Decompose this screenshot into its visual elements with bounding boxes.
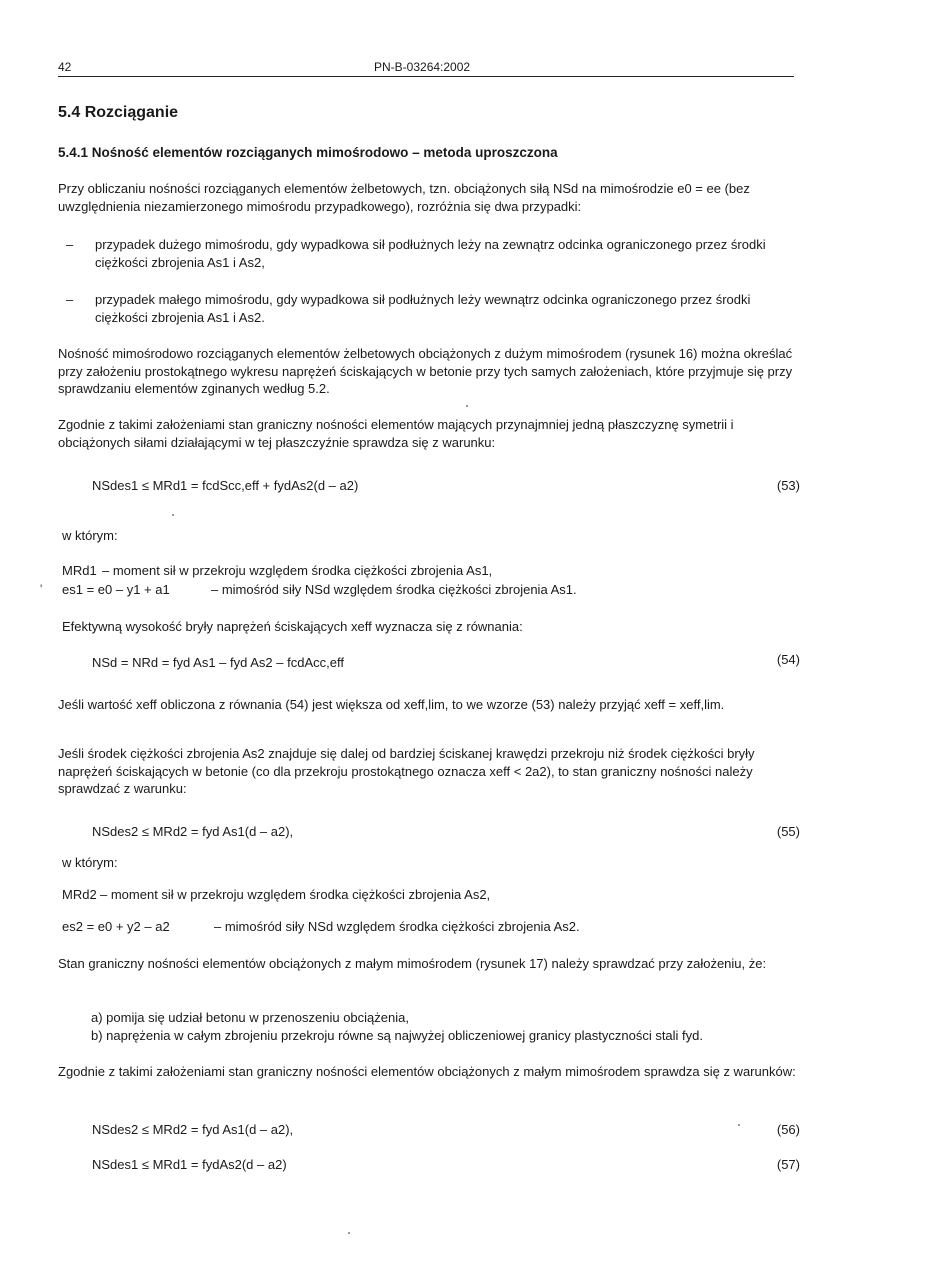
subsection-title: 5.4.1 Nośność elementów rozciąganych mimośrodowo – metoda uproszczona: [58, 145, 558, 160]
section-title: 5.4 Rozciąganie: [58, 104, 179, 121]
list-item: b) naprężenia w całym zbrojeniu przekroju równe są najwyżej obliczeniowej granicy plastyczności stali fyd.: [91, 1028, 703, 1043]
bullet-dash: –: [66, 292, 74, 307]
list-item: a) pomija się udział betonu w przenoszeniu obciążenia,: [91, 1010, 409, 1025]
margin-mark: ': [40, 582, 43, 596]
equation-number-55: (55): [776, 824, 800, 839]
scan-speck: [466, 405, 468, 407]
definition-desc-es1: – mimośród siły NSd względem środka ciężkości zbrojenia As1.: [211, 582, 577, 597]
definition-term-MRd2: MRd2: [62, 887, 97, 902]
bullet-dash: –: [66, 237, 74, 252]
where-label: w którym:: [62, 855, 118, 870]
standard-number: PN-B-03264:2002: [374, 60, 471, 74]
equation-56: NSdes2 ≤ MRd2 = fyd As1(d – a2),: [92, 1122, 294, 1137]
page-header: [58, 60, 794, 77]
equation-number-54: (54): [776, 652, 800, 667]
equation-57: NSdes1 ≤ MRd1 = fydAs2(d – a2): [92, 1157, 287, 1172]
paragraph-conditions: Zgodnie z takimi założeniami stan graniczny nośności elementów obciążonych z małym mimośrodem sprawdza się z warunków:: [58, 1064, 796, 1079]
paragraph-small-eccentricity: Stan graniczny nośności elementów obciążonych z małym mimośrodem (rysunek 17) należy sprawdzać przy założeniu, że:: [58, 956, 767, 971]
equation-54: NSd = NRd = fyd As1 – fyd As2 – fcdAcc,eff: [92, 655, 344, 670]
paragraph-xeff-lim: Jeśli wartość xeff obliczona z równania (54) jest większa od xeff,lim, to we wzorze (53) należy przyjąć xeff = xeff,lim.: [58, 697, 725, 712]
equation-number-53: (53): [776, 478, 800, 493]
paragraph-as2: Jeśli środek ciężkości zbrojenia As2 znajduje się dalej od bardziej ściskanej krawędzi przekroju niż środek ciężkości bryły naprężeń ściskających w betonie (co dla przekroju prostokątnego oznacza xeff < 2a2), to stan graniczny nośności należy sprawdzać z warunku:: [58, 746, 755, 796]
assumption-list: [91, 1009, 811, 1045]
definition-desc-MRd1: – moment sił w przekroju względem środka ciężkości zbrojenia As1,: [102, 563, 493, 578]
equation-53: NSdes1 ≤ MRd1 = fcdScc,eff + fydAs2(d – a2): [92, 478, 359, 493]
scan-speck: [348, 1232, 350, 1234]
scan-speck: [738, 1124, 740, 1126]
definition-term-MRd1: MRd1: [62, 563, 97, 578]
paragraph-xeff: Efektywną wysokość bryły naprężeń ściskających xeff wyznacza się z równania:: [62, 619, 523, 634]
definition-term-es2: es2 = e0 + y2 – a2: [62, 919, 170, 934]
page-number: 42: [58, 60, 72, 74]
bullet-text: przypadek dużego mimośrodu, gdy wypadkowa sił podłużnych leży na zewnątrz odcinka ograniczonego przez środki ciężkości zbrojenia As1 i As2,: [95, 237, 766, 270]
equation-55: NSdes2 ≤ MRd2 = fyd As1(d – a2),: [92, 824, 294, 839]
equation-number-56: (56): [776, 1122, 800, 1137]
scan-speck: [172, 514, 174, 516]
intro-paragraph: Przy obliczaniu nośności rozciąganych elementów żelbetowych, tzn. obciążonych siłą NSd na mimośrodzie e0 = ee (bez uwzględnienia niezamierzonego mimośrodu przypadkowego), rozróżnia się dwa przypadki:: [58, 181, 750, 214]
paragraph-limit-state: Zgodnie z takimi założeniami stan graniczny nośności elementów mających przynajmniej jedną płaszczyznę symetrii i obciążonych siłami działającymi w tej płaszczyźnie sprawdza się z warunku:: [58, 417, 734, 450]
paragraph-large-eccentricity: Nośność mimośrodowo rozciąganych elementów żelbetowych obciążonych z dużym mimośrodem (rysunek 16) można określać przy założeniu prostokątnego wykresu naprężeń ściskających w betonie przy tych samych założeniach, które przyjmuje się przy sprawdzaniu elementów zginanych według 5.2.: [58, 346, 793, 396]
definition-desc-MRd2: – moment sił w przekroju względem środka ciężkości zbrojenia As2,: [100, 887, 491, 902]
where-label: w którym:: [62, 528, 118, 543]
definition-desc-es2: – mimośród siły NSd względem środka ciężkości zbrojenia As2.: [214, 919, 580, 934]
definition-term-es1: es1 = e0 – y1 + a1: [62, 582, 170, 597]
equation-number-57: (57): [776, 1157, 800, 1172]
bullet-text: przypadek małego mimośrodu, gdy wypadkowa sił podłużnych leży wewnątrz odcinka ograniczonego przez środki ciężkości zbrojenia As1 i As2.: [95, 292, 751, 325]
